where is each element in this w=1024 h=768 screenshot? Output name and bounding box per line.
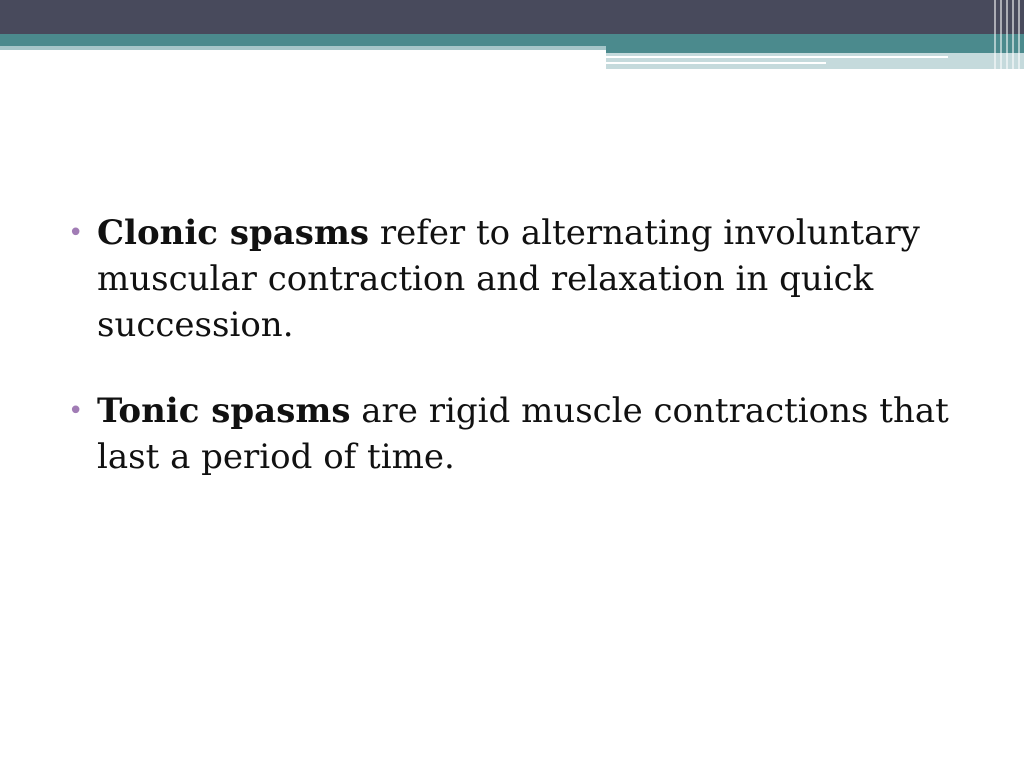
header-vertical-stripe [1006,0,1008,69]
header-vertical-stripe [994,0,996,69]
header-right-teal-band [606,46,1024,53]
bullet-text: are rigid muscle contractions that last a period of time. [97,391,949,477]
bullet-term: Tonic spasms [97,391,351,431]
header-vertical-stripe [1000,0,1002,69]
bullet-item [68,210,968,348]
header-light-band [0,46,606,50]
bullet-item [68,388,968,480]
bullet-dot-icon: • [68,396,84,426]
header-teal-band [0,34,1024,46]
header-accent-line [606,56,948,58]
bullet-term: Clonic spasms [97,213,370,253]
header-accent-line [606,62,826,64]
slide-body [68,210,968,520]
header-dark-band [0,0,1024,34]
header-vertical-stripe [1018,0,1020,69]
bullet-text: refer to alternating involuntary muscular contraction and relaxation in quick succession. [97,213,920,345]
bullet-dot-icon: • [68,218,84,248]
header-vertical-stripe [1012,0,1014,69]
